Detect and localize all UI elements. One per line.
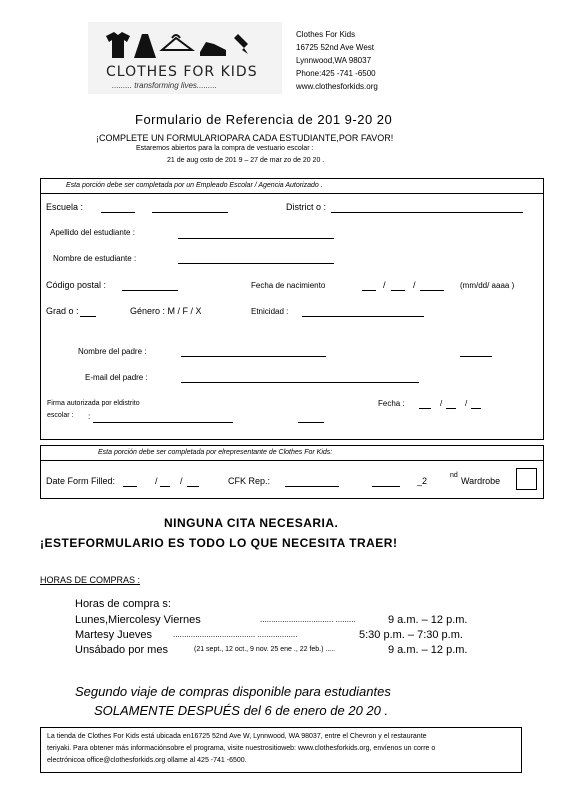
first-name-label: Nombre de estudiante : bbox=[53, 254, 137, 263]
grade-field[interactable] bbox=[80, 316, 96, 317]
no-appointment-notice: NINGUNA CITA NECESARIA. bbox=[164, 516, 339, 530]
date-filled-label: Date Form Filled: bbox=[46, 476, 116, 486]
signature-label-1: Firma autorizada por eldistrito bbox=[47, 400, 140, 407]
wardrobe-sup: nd bbox=[450, 472, 458, 479]
ethnicity-field[interactable] bbox=[302, 316, 424, 317]
cfk-rep-field[interactable] bbox=[285, 486, 339, 487]
hours-intro: Horas de compra s: bbox=[75, 598, 171, 610]
signature-prefix: : bbox=[88, 412, 91, 421]
signature-field[interactable] bbox=[93, 422, 233, 423]
dob-format: (mm/dd/ aaaa ) bbox=[460, 281, 515, 290]
hours-row-1-dots: ................................. ......... bbox=[260, 615, 356, 624]
logo-tagline: ......... transforming lives......... bbox=[112, 81, 217, 90]
district-label: District o : bbox=[286, 202, 327, 212]
parent-email-label: E-mail del padre : bbox=[85, 373, 148, 382]
district-field[interactable] bbox=[331, 212, 523, 213]
first-name-field[interactable] bbox=[178, 263, 334, 264]
second-trip-line-1: Segundo viaje de compras disponible para estudiantes bbox=[75, 684, 391, 699]
sign-date-month-field[interactable] bbox=[419, 408, 431, 409]
signature-label-2: escolar : bbox=[47, 412, 74, 419]
parent-extra-field[interactable] bbox=[460, 356, 492, 357]
hours-row-3-time: 9 a.m. – 12 p.m. bbox=[388, 644, 468, 656]
school-label: Escuela : bbox=[46, 202, 84, 212]
hours-row-1-days: Lunes,Miercolesy Viernes bbox=[75, 614, 201, 626]
logo-name: CLOTHES FOR KIDS bbox=[106, 64, 258, 80]
sign-date-year-field[interactable] bbox=[471, 408, 481, 409]
school-field-b[interactable] bbox=[152, 212, 228, 213]
bring-form-notice: ¡ESTEFORMULARIO ES TODO LO QUE NECESITA TRAER! bbox=[40, 536, 398, 550]
sign-date-label: Fecha : bbox=[378, 399, 405, 408]
parent-name-field[interactable] bbox=[181, 356, 326, 357]
gender-field[interactable]: Género : M / F / X bbox=[130, 306, 202, 316]
dob-slash-2: / bbox=[413, 280, 416, 290]
ethnicity-label: Etnicidad : bbox=[251, 307, 289, 316]
address-line-1: 16725 52nd Ave West bbox=[296, 43, 374, 52]
signature-extra-field[interactable] bbox=[298, 422, 324, 423]
sign-date-slash-1: / bbox=[440, 399, 443, 408]
last-name-label: Apellido del estudiante : bbox=[50, 228, 135, 237]
dob-slash-1: / bbox=[383, 280, 386, 290]
org-name: Clothes For Kids bbox=[296, 30, 356, 39]
phone: Phone:425 -741 -6500 bbox=[296, 69, 376, 78]
date-filled-slash-1: / bbox=[155, 476, 158, 486]
website: www.clothesforkids.org bbox=[296, 82, 378, 91]
grade-label: Grad o : bbox=[46, 306, 79, 316]
cfk-extra-field[interactable] bbox=[372, 486, 400, 487]
date-filled-slash-2: / bbox=[180, 476, 183, 486]
title-instruction: ¡COMPLETE UN FORMULARIOPARA CADA ESTUDIANTE,POR FAVOR! bbox=[96, 133, 394, 143]
sign-date-slash-2: / bbox=[465, 399, 468, 408]
hours-row-3-dots: (21 sept., 12 oct., 9 nov. 25 ene ., 22 feb.) ..... bbox=[194, 646, 336, 653]
wardrobe-prefix: _2 bbox=[417, 476, 428, 486]
hours-row-2-days: Martesy Jueves bbox=[75, 629, 153, 641]
date-filled-day[interactable] bbox=[160, 486, 170, 487]
school-field-a[interactable] bbox=[101, 212, 135, 213]
hours-row-2-time: 5:30 p.m. – 7:30 p.m. bbox=[359, 629, 463, 641]
wardrobe-checkbox[interactable] bbox=[516, 468, 537, 490]
cfk-rep-label: CFK Rep.: bbox=[228, 476, 271, 486]
zip-field[interactable] bbox=[122, 290, 178, 291]
address-line-2: Lynnwood,WA 98037 bbox=[296, 56, 372, 65]
hours-heading: HORAS DE COMPRAS : bbox=[40, 575, 141, 585]
footer-line-3: electrónicoa office@clothesforkids.org ollame al 425 -741 -6500. bbox=[47, 757, 247, 764]
parent-name-label: Nombre del padre : bbox=[78, 347, 147, 356]
school-section-header: Esta porción debe ser completada por un Empleado Escolar / Agencia Autorizado . bbox=[66, 182, 323, 189]
hours-row-3-days: Unsábado por mes bbox=[75, 644, 168, 656]
wardrobe-label: Wardrobe bbox=[461, 476, 501, 486]
title-open-dates: 21 de aug osto de 201 9 – 27 de mar zo de 20 20 . bbox=[167, 157, 325, 164]
dob-month-field[interactable] bbox=[362, 290, 376, 291]
logo bbox=[88, 22, 282, 94]
dob-day-field[interactable] bbox=[391, 290, 405, 291]
zip-label: Código postal : bbox=[46, 280, 107, 290]
title-open-dates-label: Estaremos abiertos para la compra de vestuario escolar : bbox=[136, 145, 314, 152]
hours-row-2-dots: ..................................... .................. bbox=[173, 630, 298, 639]
form-title: Formulario de Referencia de 201 9-20 20 bbox=[135, 112, 393, 127]
hours-row-1-time: 9 a.m. – 12 p.m. bbox=[388, 614, 468, 626]
last-name-field[interactable] bbox=[178, 238, 334, 239]
sign-date-day-field[interactable] bbox=[446, 408, 456, 409]
second-trip-line-2: SOLAMENTE DESPUÉS del 6 de enero de 20 20 . bbox=[94, 703, 389, 718]
dob-year-field[interactable] bbox=[420, 290, 444, 291]
date-filled-month[interactable] bbox=[123, 486, 137, 487]
cfk-section-header: Esta porción debe ser completada por elrepresentante de Clothes For Kids: bbox=[98, 449, 333, 456]
footer-line-2: teriyaki. Para obtener más informaciónsobre el programa, visite nuestrositioweb: www.clothesforkids.org, envíenos un corre o bbox=[47, 745, 436, 752]
clothing-icons bbox=[102, 30, 272, 62]
date-filled-year[interactable] bbox=[187, 486, 199, 487]
footer-line-1: La tienda de Clothes For Kids está ubicada en16725 52nd Ave W, Lynnwood, WA 98037, entre el Chevron y el restaurante bbox=[47, 733, 427, 740]
parent-email-field[interactable] bbox=[181, 382, 419, 383]
dob-label: Fecha de nacimiento bbox=[251, 281, 326, 290]
